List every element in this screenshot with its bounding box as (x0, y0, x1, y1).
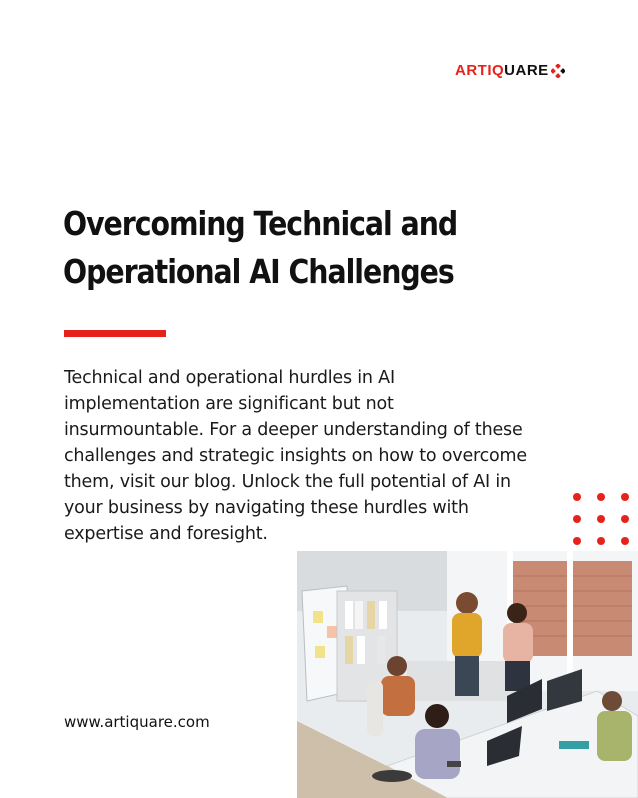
dot-grid-decoration (573, 493, 629, 545)
office-photo-illustration (297, 551, 638, 798)
title-line-1: Overcoming Technical and (63, 204, 458, 243)
office-team-photo (297, 551, 638, 798)
website-url[interactable]: www.artiquare.com (64, 713, 210, 731)
logo-text-arti: ARTI (455, 62, 492, 79)
logo-text-uare: UARE (504, 62, 549, 79)
brand-logo (455, 62, 565, 79)
title-line-2: Operational AI Challenges (63, 252, 454, 291)
page-title (63, 200, 459, 296)
logo-diamond-icon (551, 64, 565, 78)
body-paragraph: Technical and operational hurdles in AI implementation are significant but not insurmountable. For a deeper understanding of these challenges and strategic insights on how to overcome them, visit our blog. Unlock the full potential of AI in your business by navigating these hurdles with expertise and foresight. (64, 368, 527, 544)
accent-divider (64, 330, 166, 337)
logo-text-q: Q (492, 62, 505, 79)
